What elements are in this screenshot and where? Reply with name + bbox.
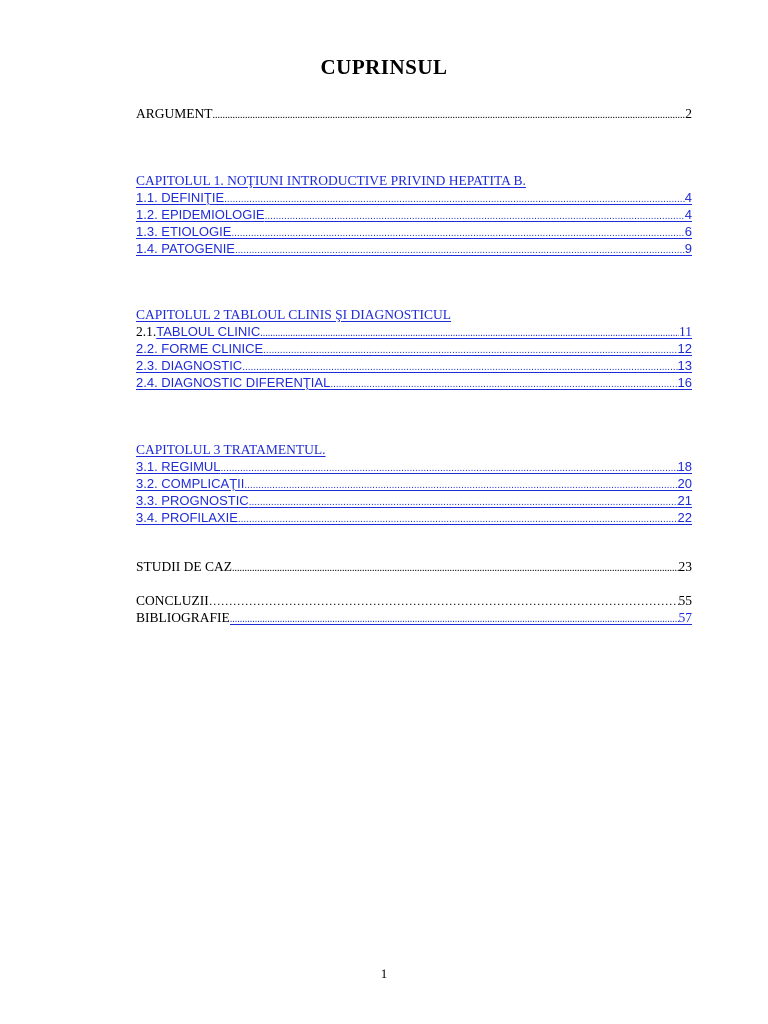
dot-leader <box>209 592 679 610</box>
dot-leader <box>232 558 679 577</box>
toc-entry-page: 18 <box>677 459 692 474</box>
toc-entry-label: 1.3. ETIOLOGIE <box>136 224 232 239</box>
toc-entry-label: 3.1. REGIMUL <box>136 459 221 474</box>
toc-entry-label: ARGUMENT <box>136 106 213 121</box>
toc-entry-2-3[interactable] <box>136 357 692 374</box>
toc-entry-page: 55 <box>678 593 692 608</box>
toc-entry-label: 1.2. EPIDEMIOLOGIE <box>136 207 265 222</box>
toc-entry-label: 3.4. PROFILAXIE <box>136 510 238 525</box>
toc-entry-concluzii[interactable] <box>136 592 692 609</box>
toc-entry-argument[interactable] <box>136 105 692 122</box>
toc-entry-page: 11 <box>679 324 692 339</box>
chapter-2-heading-link[interactable]: CAPITOLUL 2 TABLOUL CLINIS ŞI DIAGNOSTICUL <box>136 307 452 322</box>
toc-entry-1-4[interactable] <box>136 240 692 257</box>
chapter-1-heading-link[interactable]: CAPITOLUL 1. NOŢIUNI INTRODUCTIVE PRIVIND HEPATITA B. <box>136 173 526 188</box>
dot-leader <box>235 240 685 259</box>
toc-entry-label: 2.2. FORME CLINICE <box>136 341 264 356</box>
toc-entry-3-4[interactable] <box>136 509 692 526</box>
toc-entry-page: 12 <box>677 341 692 356</box>
chapter-3-heading-link[interactable]: CAPITOLUL 3 TRATAMENTUL. <box>136 442 326 457</box>
toc-entry-1-1[interactable] <box>136 189 692 206</box>
dot-leader <box>213 105 686 124</box>
toc-entry-page: 21 <box>677 493 692 508</box>
toc-entry-prefix: 2.1. <box>136 324 157 339</box>
toc-entry-1-2[interactable] <box>136 206 692 223</box>
toc-entry-3-2[interactable] <box>136 475 692 492</box>
toc-entry-label: 2.4. DIAGNOSTIC DIFERENŢIAL <box>136 375 331 390</box>
toc-entry-page: 2 <box>685 106 692 121</box>
toc-entry-label: 2.3. DIAGNOSTIC <box>136 358 243 373</box>
toc-entry-studii-de-caz[interactable] <box>136 558 692 575</box>
toc-entry-page: 13 <box>677 358 692 373</box>
dot-leader <box>238 509 678 528</box>
toc-entry-label: STUDII DE CAZ <box>136 559 232 574</box>
page-number: 1 <box>380 966 388 981</box>
toc-entry-1-3[interactable] <box>136 223 692 240</box>
toc-entry-label: 1.4. PATOGENIE <box>136 241 235 256</box>
toc-entry-page: 4 <box>684 207 692 222</box>
toc-entry-2-2[interactable] <box>136 340 692 357</box>
dot-leader <box>330 374 677 393</box>
toc-entry-label: 3.3. PROGNOSTIC <box>136 493 249 508</box>
toc-entry-page: 23 <box>678 559 692 574</box>
toc-entry-label: TABLOUL CLINIC <box>156 324 261 339</box>
toc-entry-label: CONCLUZII <box>136 593 209 608</box>
toc-entry-page: 20 <box>677 476 692 491</box>
toc-entry-bibliografie[interactable] <box>136 609 692 626</box>
toc-entry-label: 1.1. DEFINIŢIE <box>136 190 225 205</box>
toc-entry-label: BIBLIOGRAFIE <box>136 610 230 625</box>
toc-entry-page: 4 <box>684 190 692 205</box>
toc-entry-3-3[interactable] <box>136 492 692 509</box>
toc-entry-2-1[interactable] <box>136 323 692 340</box>
page-title: CUPRINSUL <box>320 55 448 79</box>
toc-entry-page: 57 <box>678 610 692 625</box>
toc-entry-2-4[interactable] <box>136 374 692 391</box>
toc-entry-page: 9 <box>684 241 692 256</box>
toc-entry-page: 6 <box>684 224 692 239</box>
toc-entry-page: 16 <box>677 375 692 390</box>
toc-entry-page: 22 <box>677 510 692 525</box>
toc-entry-3-1[interactable] <box>136 458 692 475</box>
toc-entry-label: 3.2. COMPLICAŢII <box>136 476 245 491</box>
dot-leader <box>230 609 679 628</box>
